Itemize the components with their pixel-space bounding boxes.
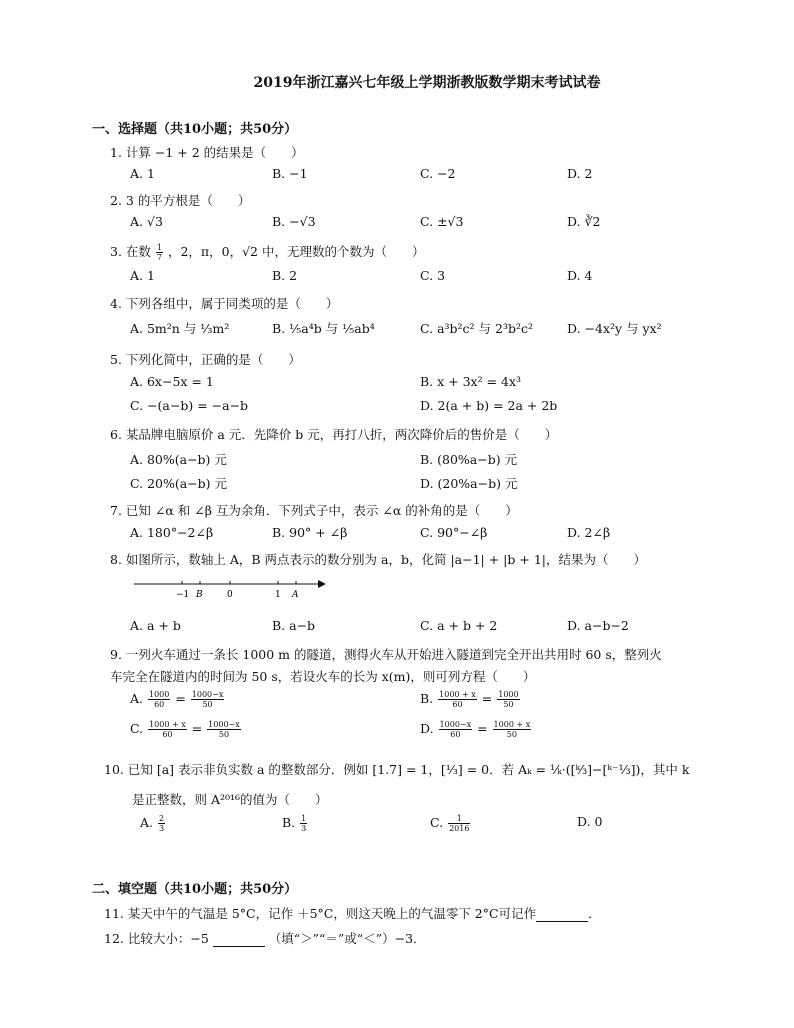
q9-d-r-den: 50 [506, 730, 517, 739]
q9-option-a[interactable]: A. $\frac{1000}{60}$ = $\frac{1000-x}{50}$ [130, 690, 224, 709]
q10-b-num: 1 [301, 814, 307, 823]
q6-option-a[interactable]: A. 80%(a−b) 元 [130, 452, 227, 467]
q9-c-l-den: 60 [162, 730, 173, 739]
q9-d-label: D. [420, 721, 434, 736]
q8-option-a[interactable]: A. a + b [130, 618, 181, 633]
question-8-options [130, 618, 690, 636]
q9-option-b[interactable]: B. $\frac{1000 + x}{60}$ = $\frac{1000}{50}$ [420, 690, 519, 709]
question-11-stem [104, 904, 601, 922]
q9-a-l-den: 60 [154, 700, 165, 709]
q4-option-d[interactable]: D. −4x²y 与 yx² [567, 321, 662, 336]
q9-b-l-num: 1000 + x [439, 690, 476, 699]
q11-answer-blank[interactable] [536, 909, 588, 922]
question-7-options [130, 525, 690, 543]
q8-option-b[interactable]: B. a−b [272, 618, 316, 633]
label-b: B [196, 590, 203, 600]
page-title: 2019年浙江嘉兴七年级上学期浙教版数学期末考试试卷 [253, 75, 601, 91]
question-10-options [140, 814, 700, 840]
q1-option-c[interactable]: C. −2 [420, 166, 456, 181]
q9-d-left-frac [439, 720, 473, 739]
question-4-stem: 4. 下列各组中，属于同类项的是（ ） [110, 296, 339, 311]
q6-option-b[interactable]: B. (80%a−b) 元 [420, 452, 518, 467]
q10-a-num: 2 [159, 814, 165, 823]
q11-stem-post: ． [588, 906, 601, 921]
q1-option-d[interactable]: D. 2 [567, 166, 593, 181]
q9-b-l-den: 60 [452, 700, 463, 709]
number-line-arrow [318, 580, 326, 588]
q10-option-d[interactable]: D. 0 [577, 814, 603, 829]
q10-a-den: 3 [159, 824, 165, 833]
q1-option-b[interactable]: B. −1 [272, 166, 308, 181]
q9-option-c[interactable]: C. $\frac{1000 + x}{60}$ = $\frac{1000-x}{50}$ [130, 720, 240, 739]
q9-a-r-den: 50 [202, 700, 213, 709]
q6-option-c[interactable]: C. 20%(a−b) 元 [130, 476, 228, 491]
q9-a-left-frac [148, 690, 170, 709]
question-9-stem-line2: 车完全在隧道内的时间为 50 s，若设火车的长为 x(m)，则可列方程（ ） [110, 669, 536, 684]
q11-stem-pre: 11. 某天中午的气温是 5°C，记作 ＋5°C，则这天晚上的气温零下 2°C可记作 [104, 906, 537, 921]
q9-a-label: A. [130, 691, 144, 706]
q9-b-right-frac [497, 690, 519, 709]
question-2-stem: 2. 3 的平方根是（ ） [110, 193, 251, 208]
q3-option-a[interactable]: A. 1 [130, 268, 155, 283]
question-4-options [130, 319, 690, 337]
q9-c-label: C. [130, 721, 144, 736]
question-9-stem-line1: 9. 一列火车通过一条长 1000 m 的隧道，测得火车从开始进入隧道到完全开出共用时 60 s，整列火 [110, 647, 662, 662]
section-heading-choice: 一、选择题（共10小题；共50分） [92, 122, 298, 137]
q12-stem-pre: 12. 比较大小：−5 [104, 931, 209, 946]
q10-c-label: C. [430, 815, 444, 830]
q5-option-b[interactable]: B. x + 3x² = 4x³ [420, 374, 522, 389]
q5-option-d[interactable]: D. 2(a + b) = 2a + 2b [420, 398, 558, 413]
q9-d-r-num: 1000 + x [493, 720, 531, 729]
section-heading-fill: 二、填空题（共10小题；共50分） [92, 882, 298, 897]
q9-c-r-den: 50 [218, 730, 230, 739]
q3-stem-pre: 3. 在数 [110, 244, 151, 259]
question-1-options [130, 166, 690, 184]
q5-option-c[interactable]: C. −(a−b) = −a−b [130, 398, 249, 413]
question-6-options-row2 [130, 474, 690, 492]
q3-option-b[interactable]: B. 2 [272, 268, 298, 283]
q10-option-c[interactable] [430, 814, 471, 833]
q3-stem-post: ，2，π，0，√2 中，无理数的个数为（ ） [167, 244, 425, 259]
question-5-stem: 5. 下列化简中，正确的是（ ） [110, 352, 301, 367]
q9-d-l-den: 60 [450, 730, 461, 739]
q9-option-d[interactable]: D. $\frac{1000-x}{60}$ = $\frac{1000 + x}{50}$ [420, 720, 531, 739]
question-8-stem: 8. 如图所示，数轴上 A，B 两点表示的数分别为 a，b，化简 |a−1| + |b + 1|，结果为（ ） [110, 552, 646, 567]
q10-c-den: 2016 [449, 824, 470, 833]
q2-option-c[interactable]: C. ±√3 [420, 214, 464, 229]
question-9-options-row1 [130, 690, 690, 716]
q7-option-d[interactable]: D. 2∠β [567, 525, 611, 540]
number-line-figure [132, 578, 332, 602]
label-a: A [292, 590, 299, 600]
q10-b-den: 3 [301, 824, 307, 833]
question-3-options [130, 268, 690, 286]
q10-b-label: B. [282, 815, 296, 830]
q9-b-r-den: 50 [503, 700, 514, 709]
q10-option-b[interactable] [282, 814, 308, 833]
q9-a-l-num: 1000 [149, 690, 170, 699]
q3-option-c[interactable]: C. 3 [420, 268, 446, 283]
q3-option-d[interactable]: D. 4 [567, 268, 593, 283]
q9-c-r-num: 1000−x [208, 720, 240, 729]
question-6-options-row1 [130, 450, 690, 468]
question-10-stem-line1: 10. 已知 [a] 表示非负实数 a 的整数部分．例如 [1.7] = 1，[⅓] = 0．若 Aₖ = ¹⁄ₖ·([ᵏ⁄₃]−[ᵏ⁻¹⁄₃])，其中 k [104, 762, 690, 777]
q4-option-b[interactable]: B. ⅕a⁴b 与 ⅕ab⁴ [272, 321, 375, 336]
q9-c-left-frac [148, 720, 187, 739]
q9-d-l-num: 1000−x [439, 720, 472, 729]
q2-option-b[interactable]: B. −√3 [272, 214, 316, 229]
q8-option-c[interactable]: C. a + b + 2 [420, 618, 498, 633]
q9-b-left-frac [438, 690, 477, 709]
q10-option-a[interactable] [140, 814, 166, 833]
q10-a-frac [158, 814, 165, 833]
q12-answer-blank[interactable] [213, 934, 265, 947]
label-zero: 0 [227, 590, 233, 600]
q9-a-right-frac [191, 690, 225, 709]
q3-fraction [156, 243, 163, 262]
q4-option-c[interactable]: C. a³b²c² 与 2³b²c² [420, 321, 533, 336]
q7-option-c[interactable]: C. 90°−∠β [420, 525, 488, 540]
q8-option-d[interactable]: D. a−b−2 [567, 618, 629, 633]
q9-a-r-num: 1000−x [191, 690, 224, 699]
question-5-options-row2 [130, 398, 690, 416]
q10-c-frac [448, 814, 470, 833]
q2-option-d[interactable]: D. ∛2 [567, 214, 601, 229]
label-one: 1 [275, 590, 281, 600]
q9-b-label: B. [420, 691, 434, 706]
question-1-stem: 1. 计算 −1 + 2 的结果是（ ） [110, 145, 304, 160]
question-5-options-row1 [130, 374, 690, 392]
question-12-stem [104, 929, 426, 947]
q2-option-a[interactable]: A. √3 [130, 214, 163, 229]
q9-c-l-num: 1000 + x [149, 720, 186, 729]
q10-a-label: A. [140, 815, 154, 830]
q5-option-a[interactable]: A. 6x−5x = 1 [130, 374, 214, 389]
q10-b-frac [300, 814, 307, 833]
q3-frac-numerator: 1 [156, 243, 162, 252]
label-minus-one: −1 [176, 590, 190, 600]
q9-b-r-num: 1000 [498, 690, 519, 699]
q12-stem-post: （填“＞”“＝”或“＜”）−3． [268, 931, 426, 946]
question-10-stem-line2: 是正整数，则 A²⁰¹⁶的值为（ ） [132, 792, 328, 807]
question-2-options [130, 214, 690, 232]
q1-option-a[interactable]: A. 1 [130, 166, 155, 181]
question-6-stem: 6. 某品牌电脑原价 a 元．先降价 b 元，再打八折，两次降价后的售价是（ ） [110, 427, 558, 442]
q10-c-num: 1 [448, 814, 470, 824]
q3-frac-denominator: 7 [156, 253, 162, 262]
q4-option-a[interactable]: A. 5m²n 与 ⅓m² [130, 321, 230, 336]
question-7-stem: 7. 已知 ∠α 和 ∠β 互为余角．下列式子中，表示 ∠α 的补角的是（ ） [110, 503, 518, 518]
q6-option-d[interactable]: D. (20%a−b) 元 [420, 476, 518, 491]
q9-c-right-frac [207, 720, 241, 739]
q9-d-right-frac [493, 720, 532, 739]
q7-option-b[interactable]: B. 90° + ∠β [272, 525, 348, 540]
question-9-options-row2 [130, 720, 690, 746]
q7-option-a[interactable]: A. 180°−2∠β [130, 525, 214, 540]
question-3-stem [110, 242, 424, 262]
